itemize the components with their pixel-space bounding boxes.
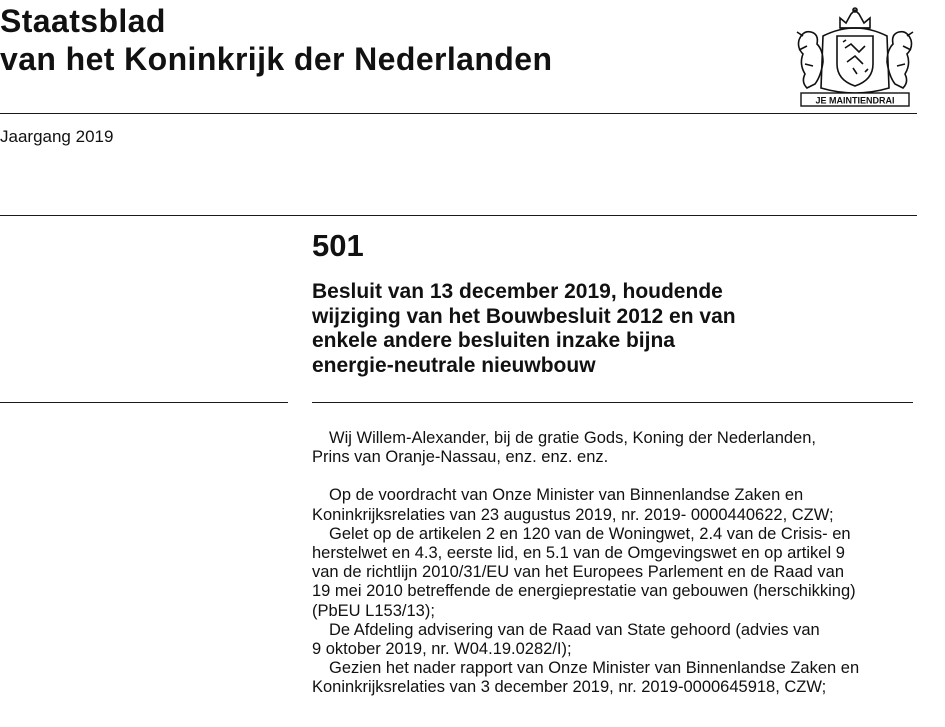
publication-number: 501 <box>312 228 364 263</box>
header-divider <box>0 113 917 114</box>
preamble-line: herstelwet en 4.3, eerste lid, en 5.1 van de Omgevingswet en op artikel 9 <box>312 544 845 563</box>
decree-title <box>312 280 912 378</box>
decree-title-line: wijziging van het Bouwbesluit 2012 en van <box>312 304 736 328</box>
preamble-line: (PbEU L153/13); <box>312 601 435 620</box>
paragraph-spacer <box>312 467 917 486</box>
decree-preamble <box>312 429 917 698</box>
preamble-line: Prins van Oranje-Nassau, enz. enz. enz. <box>312 448 609 467</box>
preamble-line: 9 oktober 2019, nr. W04.19.0282/I); <box>312 640 572 659</box>
preamble-line: van de richtlijn 2010/31/EU van het Europees Parlement en de Raad van <box>312 563 845 582</box>
preamble-line: Gelet op de artikelen 2 en 120 van de Woningwet, 2.4 van de Crisis- en <box>329 524 851 543</box>
decree-title-line: Besluit van 13 december 2019, houdende <box>312 280 723 303</box>
preamble-line: Koninkrijksrelaties van 23 augustus 2019, nr. 2019- 0000440622, CZW; <box>312 505 834 524</box>
preamble-line: 19 mei 2010 betreffende de energieprestatie van gebouwen (herschikking) <box>312 582 856 601</box>
preamble-line: De Afdeling advisering van de Raad van State gehoord (advies van <box>329 620 820 639</box>
preamble-line: Op de voordracht van Onze Minister van Binnenlandse Zaken en <box>329 486 804 505</box>
volume-year: Jaargang 2019 <box>0 127 114 146</box>
decree-title-line: enkele andere besluiten inzake bijna <box>312 329 675 352</box>
crest-motto: JE MAINTIENDRAI <box>815 95 895 106</box>
section-divider <box>0 215 917 216</box>
preamble-line: Koninkrijksrelaties van 3 december 2019, nr. 2019-0000645918, CZW; <box>312 678 827 697</box>
margin-divider <box>0 402 288 403</box>
gazette-subtitle: van het Koninkrijk der Nederlanden <box>0 41 553 77</box>
royal-coat-of-arms-icon <box>793 6 917 108</box>
preamble-line: Wij Willem-Alexander, bij de gratie Gods, Koning der Nederlanden, <box>329 429 816 447</box>
decree-title-line: energie-neutrale nieuwbouw <box>312 353 596 377</box>
preamble-line: Gezien het nader rapport van Onze Minister van Binnenlandse Zaken en <box>329 659 860 678</box>
gazette-title: Staatsblad <box>0 3 166 39</box>
title-divider <box>312 402 913 403</box>
